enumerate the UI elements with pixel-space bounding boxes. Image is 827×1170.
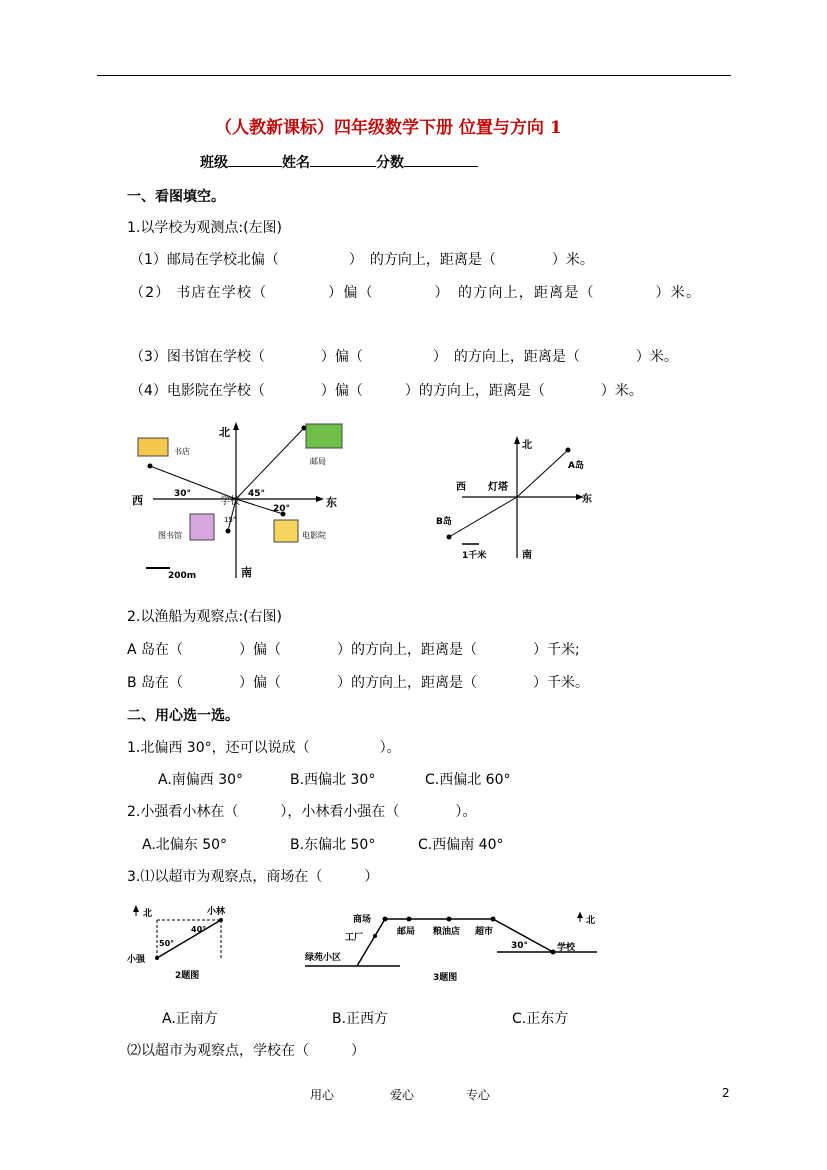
page-title: （人教新课标）四年级数学下册 位置与方向 1 — [215, 118, 562, 138]
figure-label-east: 东 — [582, 494, 592, 505]
s2-q3-c: C.正东方 — [512, 1011, 569, 1027]
q1-2: （2） 书店在学校（ ）偏（ ） 的方向上，距离是（ ）米。 — [130, 285, 702, 301]
figure-label-post-office: 邮局 — [397, 927, 416, 937]
post-office-icon — [306, 424, 342, 448]
boat-direction-figure — [432, 432, 607, 564]
s2-q2-b: B.东偏北 50° — [290, 837, 376, 853]
q2-b: B 岛在（ ）偏（ ）的方向上，距离是（ ）千米。 — [127, 675, 590, 691]
figure-label-angle-45: 45° — [248, 489, 266, 499]
score-label: 分数 — [376, 155, 404, 171]
figure-label-post-office: 邮局 — [310, 457, 326, 466]
figure-label-supermarket: 超市 — [475, 927, 494, 937]
name-blank[interactable] — [310, 152, 376, 167]
section1-heading: 一、看图填空。 — [127, 189, 225, 205]
figure-label-grain-store: 粮油店 — [433, 927, 461, 937]
figure-label-angle-40: 40° — [191, 925, 207, 934]
s2-q2-c: C.西偏南 40° — [418, 837, 504, 853]
q1-4: （4）电影院在学校（ ）偏（ ）的方向上，距离是（ ）米。 — [130, 383, 643, 399]
cinema-icon — [274, 520, 298, 542]
q2-intro: 2.以渔船为观察点:(右图) — [127, 609, 282, 625]
class-label: 班级 — [200, 155, 228, 171]
q1-1: （1）邮局在学校北偏（ ） 的方向上，距离是（ ）米。 — [130, 252, 594, 268]
figure-label-island-a: A岛 — [568, 461, 584, 471]
header-rule — [97, 75, 731, 76]
score-blank[interactable] — [404, 152, 478, 167]
figure-label-caption: 2题图 — [175, 971, 200, 981]
figure-label-school: 学校 — [557, 943, 576, 953]
figure-label-community: 绿苑小区 — [305, 953, 342, 963]
s2-q1-a: A.南偏西 30° — [158, 772, 244, 788]
name-label: 姓名 — [282, 155, 310, 171]
s2-q3: 3.⑴以超市为观察点，商场在（ ） — [127, 869, 379, 885]
figure-label-east: 东 — [326, 496, 337, 509]
school-direction-figure — [128, 418, 358, 583]
figure-label-school: 学校 — [220, 496, 240, 507]
figure-label-west: 西 — [456, 482, 466, 493]
figure-label-south: 南 — [241, 566, 252, 579]
figure-label-mall: 商场 — [353, 915, 372, 925]
figure-label-island-b: B岛 — [436, 517, 452, 527]
figure-label-north: 北 — [586, 916, 596, 926]
footer-word-3: 专心 — [466, 1088, 491, 1102]
s2-q1-b: B.西偏北 30° — [290, 772, 376, 788]
s2-q2-a: A.北偏东 50° — [142, 837, 228, 853]
footer-word-1: 用心 — [310, 1088, 335, 1102]
figure-label-angle-50: 50° — [159, 939, 175, 948]
s2-q3-a: A.正南方 — [162, 1011, 218, 1027]
figure-label-north: 北 — [143, 909, 153, 919]
figure-label-angle-15: 15° — [224, 516, 237, 524]
figure-label-angle-30: 30° — [174, 489, 192, 499]
q1-3: （3）图书馆在学校（ ）偏（ ） 的方向上，距离是（ ）米。 — [130, 349, 678, 365]
s2-q3-b: B.正西方 — [332, 1011, 389, 1027]
figure-label-xiaoqiang: 小强 — [127, 955, 146, 965]
s2-q1: 1.北偏西 30°，还可以说成（ ）。 — [127, 740, 401, 756]
figure-label-cinema: 电影院 — [302, 531, 326, 540]
figure-label-north: 北 — [522, 440, 532, 451]
bookstore-icon — [138, 438, 168, 456]
figure-label-lighthouse: 灯塔 — [488, 482, 508, 493]
s2-q1-c: C.西偏北 60° — [425, 772, 511, 788]
figure-label-caption: 3题图 — [433, 973, 458, 983]
figure-label-xiaolin: 小林 — [207, 907, 226, 917]
figure-label-bookstore: 书店 — [174, 447, 190, 456]
figure-label-north: 北 — [219, 426, 230, 439]
figure-label-factory: 工厂 — [345, 933, 364, 943]
q3-figure — [305, 902, 605, 984]
figure-label-angle-30: 30° — [511, 941, 529, 951]
figure-label-angle-20: 20° — [273, 504, 291, 514]
figure-label-scale: 200m — [168, 571, 197, 581]
figure-label-south: 南 — [522, 550, 532, 561]
info-line — [200, 152, 478, 172]
footer-word-2: 爱心 — [390, 1088, 415, 1102]
q1-intro: 1.以学校为观测点:(左图) — [127, 220, 282, 236]
figure-label-scale: 1千米 — [462, 551, 487, 561]
library-icon — [190, 514, 214, 540]
figure-label-library: 图书馆 — [158, 531, 182, 540]
q2-figure — [127, 902, 237, 982]
s2-q3-2: ⑵以超市为观察点，学校在（ ） — [127, 1043, 365, 1059]
page-number: 2 — [722, 1086, 730, 1100]
q2-a: A 岛在（ ）偏（ ）的方向上，距离是（ ）千米; — [127, 642, 580, 658]
class-blank[interactable] — [228, 152, 282, 167]
section2-heading: 二、用心选一选。 — [127, 708, 239, 724]
s2-q2: 2.小强看小林在（ ），小林看小强在（ ）。 — [127, 804, 477, 820]
figure-label-west: 西 — [132, 494, 143, 507]
